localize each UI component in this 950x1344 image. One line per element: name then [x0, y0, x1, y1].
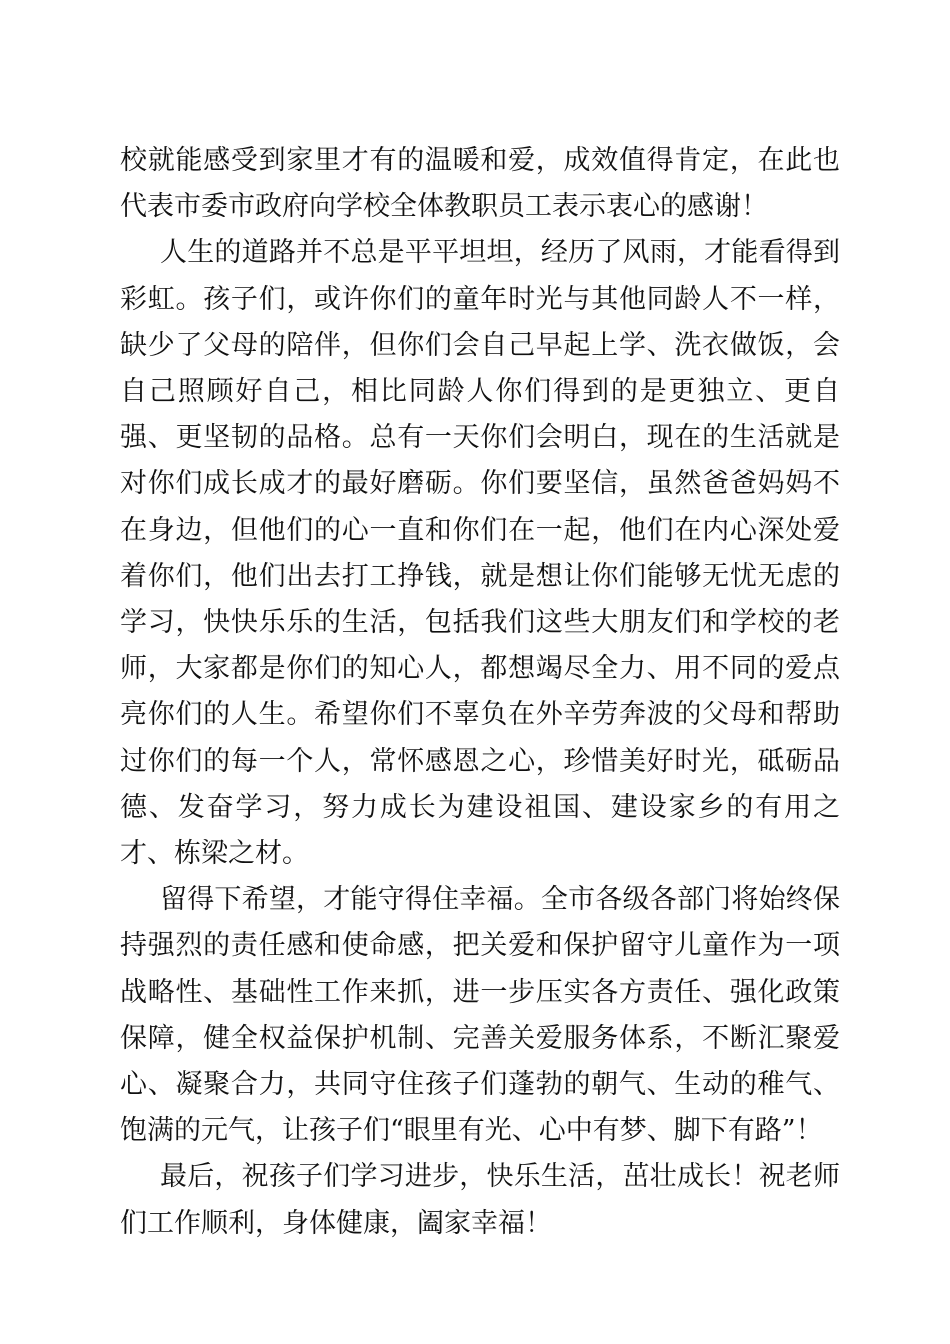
paragraph-keep-hope: 留得下希望，才能守得住幸福。全市各级各部门将始终保持强烈的责任感和使命感，把关爱和保护留守儿童作为一项战略性、基础性工作来抓，进一步压实各方责任、强化政策保障，健全权益保护机制、完善关爱服务体系，不断汇聚爱心、凝聚合力，共同守住孩子们蓬勃的朝气、生动的稚气、饱满的元气，让孩子们“眼里有光、心中有梦、脚下有路”！ [120, 884, 840, 1147]
paragraph-closing-wishes: 最后，祝孩子们学习进步，快乐生活，茁壮成长！祝老师们工作顺利，身体健康，阖家幸福！ [120, 1161, 840, 1239]
paragraph-continuation: 校就能感受到家里才有的温暖和爱，成效值得肯定，在此也代表市委市政府向学校全体教职员工表示衷心的感谢！ [120, 145, 840, 223]
document-body [120, 138, 840, 1247]
paragraph-life-road: 人生的道路并不总是平平坦坦，经历了风雨，才能看得到彩虹。孩子们，或许你们的童年时光与其他同龄人不一样，缺少了父母的陪伴，但你们会自己早起上学、洗衣做饭，会自己照顾好自己，相比同龄人你们得到的是更独立、更自强、更坚韧的品格。总有一天你们会明白，现在的生活就是对你们成长成才的最好磨砺。你们要坚信，虽然爸爸妈妈不在身边，但他们的心一直和你们在一起，他们在内心深处爱着你们，他们出去打工挣钱，就是想让你们能够无忧无虑的学习，快快乐乐的生活，包括我们这些大朋友们和学校的老师，大家都是你们的知心人，都想竭尽全力、用不同的爱点亮你们的人生。希望你们不辜负在外辛劳奔波的父母和帮助过你们的每一个人，常怀感恩之心，珍惜美好时光，砥砺品德、发奋学习，努力成长为建设祖国、建设家乡的有用之才、栋梁之材。 [120, 237, 840, 870]
